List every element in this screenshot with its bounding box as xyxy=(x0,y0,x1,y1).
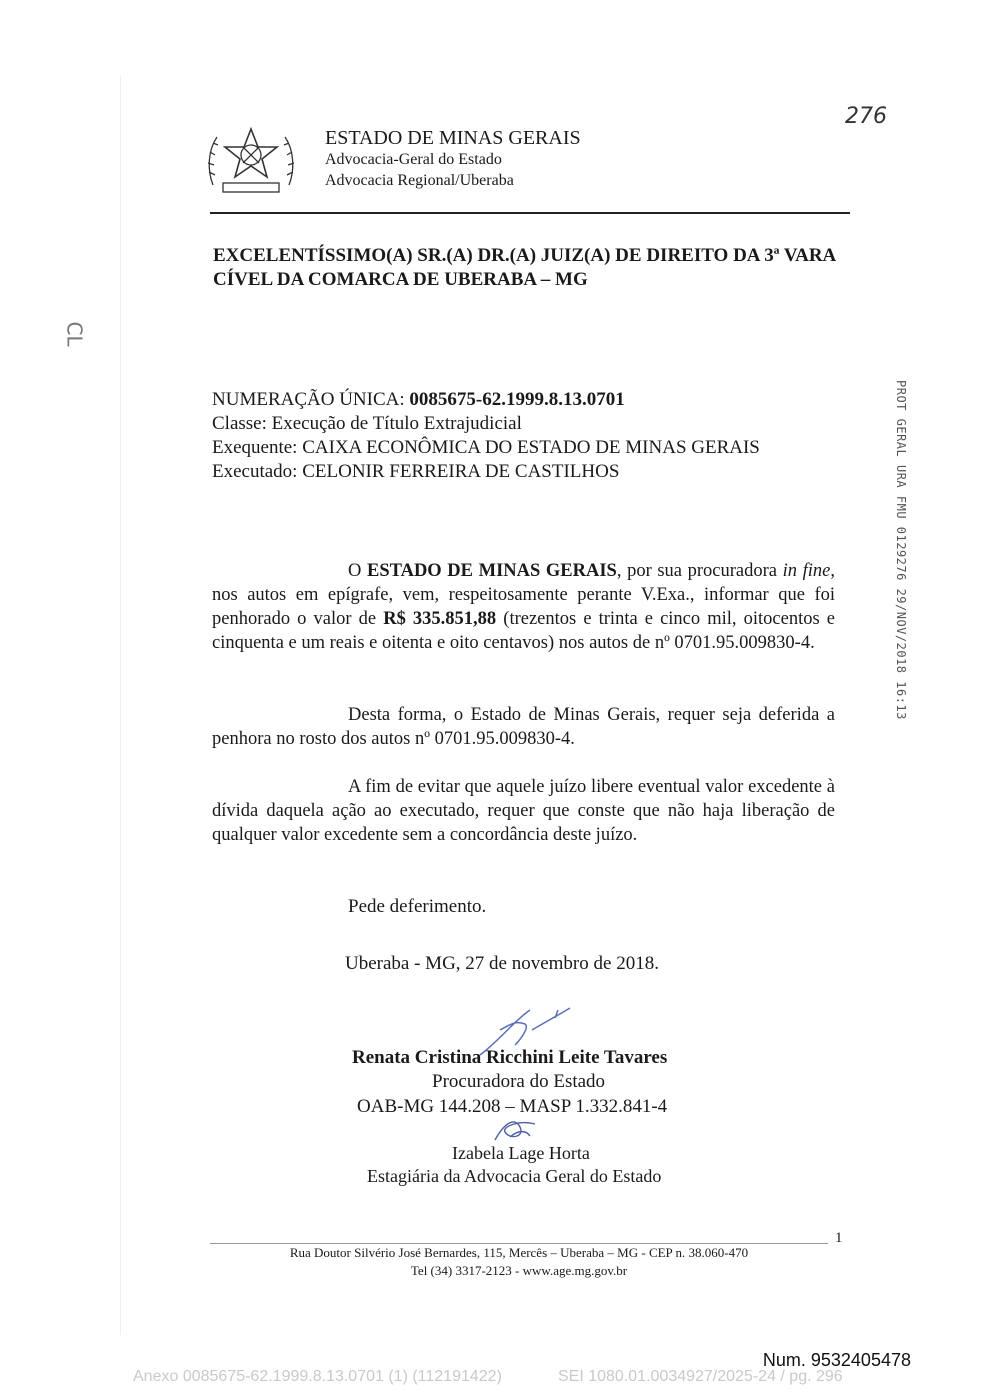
p1-state: ESTADO DE MINAS GERAIS xyxy=(366,561,617,581)
intern-signature-scribble xyxy=(490,1112,540,1144)
date-line: Uberaba - MG, 27 de novembro de 2018. xyxy=(345,953,659,974)
margin-line xyxy=(120,75,121,1335)
case-defendant: Executado: CELONIR FERREIRA DE CASTILHOS xyxy=(212,461,620,482)
footer-address: Rua Doutor Silvério José Bernardes, 115, Mercês – Uberaba – MG - CEP n. 38.060-470 xyxy=(289,1245,749,1260)
p1-in-fine: in fine xyxy=(782,561,831,581)
paragraph-request: Desta forma, o Estado de Minas Gerais, requer seja deferida a penhora no rosto dos autos nº 0701.95.009830-4. xyxy=(212,705,835,749)
header-title: ESTADO DE MINAS GERAIS xyxy=(325,127,581,149)
p1-amount: R$ 335.851,88 xyxy=(383,609,497,629)
signer-role: Procuradora do Estado xyxy=(432,1071,606,1092)
intern-name: Izabela Lage Horta xyxy=(452,1143,590,1163)
case-class: Classe: Execução de Título Extrajudicial xyxy=(212,413,522,434)
signer-name: Renata Cristina Ricchini Leite Tavares xyxy=(352,1047,668,1068)
header-agency: Advocacia-Geral do Estado xyxy=(325,151,502,168)
p1-e: , nos autos em epígrafe, vem, respeitosamente perante V.Exa., informar que foi penhorado o valor de xyxy=(212,561,835,629)
annex-reference: Anexo 0085675-62.1999.8.13.0701 (1) (112191422) xyxy=(133,1368,502,1385)
coat-of-arms-icon xyxy=(205,125,297,203)
header-regional: Advocacia Regional/Uberaba xyxy=(325,172,514,189)
margin-mark: CL xyxy=(62,321,87,347)
p1-c: , por sua procuradora xyxy=(616,561,783,581)
paragraph-excess: A fim de evitar que aquele juízo libere eventual valor excedente à dívida daquela ação ao executado, requer que conste que não haja liberação de qualquer valor excedente sem a concordância deste juízo. xyxy=(212,777,835,845)
footer-contact: Tel (34) 3317-2123 - www.age.mg.gov.br xyxy=(410,1263,628,1278)
page-number: 1 xyxy=(835,1230,843,1246)
document-number: Num. 9532405478 xyxy=(762,1350,911,1370)
addressee: EXCELENTÍSSIMO(A) SR.(A) DR.(A) JUIZ(A) DE DIREITO DA 3ª VARA CÍVEL DA COMARCA DE UBERABA – MG xyxy=(213,245,836,290)
case-number-value: 0085675-62.1999.8.13.0701 xyxy=(409,389,625,410)
signer-registration: OAB-MG 144.208 – MASP 1.332.841-4 xyxy=(357,1096,668,1117)
intern-role: Estagiária da Advocacia Geral do Estado xyxy=(367,1166,662,1186)
case-number-label: NUMERAÇÃO ÚNICA: xyxy=(212,389,410,410)
protocol-stamp xyxy=(880,380,920,740)
p1-a: O xyxy=(348,561,367,581)
p1-g: (trezentos e trinta e cinco mil, oitocentos e cinquenta e um reais e oitenta e oito centavos) nos autos de nº 0701.95.009830-4. xyxy=(212,609,835,653)
case-number xyxy=(212,389,625,411)
handwritten-page-number: 276 xyxy=(845,104,887,129)
footer-rule xyxy=(210,1243,828,1244)
protocol-stamp-text: PROT GERAL URA FMU 0129276 29/NOV/2018 16:13 xyxy=(894,380,908,720)
case-plaintiff: Exequente: CAIXA ECONÔMICA DO ESTADO DE MINAS GERAIS xyxy=(212,437,760,458)
paragraph-penhora xyxy=(212,559,835,655)
header-rule xyxy=(210,212,850,214)
closing-text: Pede deferimento. xyxy=(348,896,487,917)
sei-reference: SEI 1080.01.0034927/2025-24 / pg. 296 xyxy=(558,1368,843,1385)
